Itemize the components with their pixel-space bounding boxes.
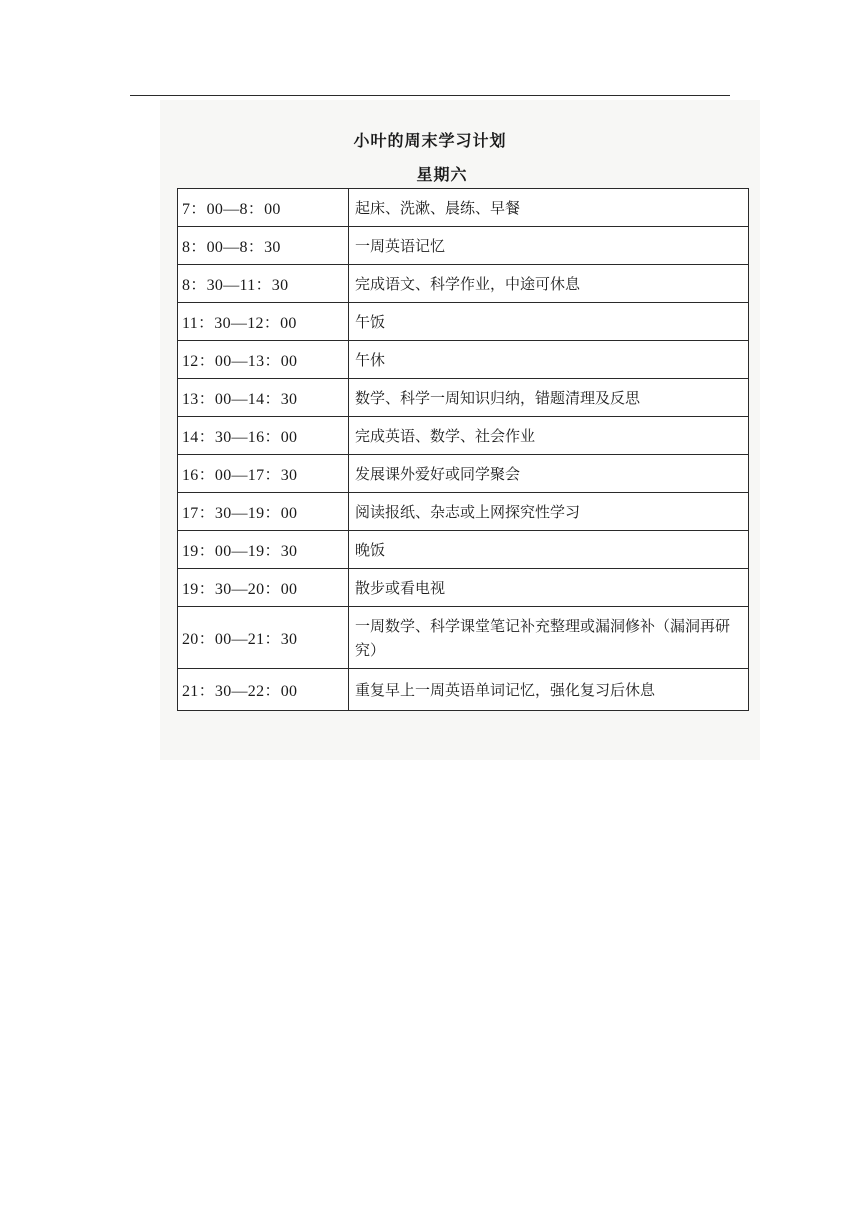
time-cell: 17：30—19：00 [178,493,349,531]
activity-cell: 散步或看电视 [349,569,749,607]
activity-cell: 晚饭 [349,531,749,569]
time-cell: 16：00—17：30 [178,455,349,493]
time-cell: 13：00—14：30 [178,379,349,417]
activity-cell: 重复早上一周英语单词记忆，强化复习后休息 [349,669,749,711]
table-row [178,227,749,265]
activity-cell: 数学、科学一周知识归纳，错题清理及反思 [349,379,749,417]
time-cell: 19：00—19：30 [178,531,349,569]
table-row [178,493,749,531]
table-row [178,669,749,711]
activity-cell: 起床、洗漱、晨练、早餐 [349,189,749,227]
table-row [178,455,749,493]
table-row [178,569,749,607]
table-row [178,341,749,379]
time-cell: 7：00—8：00 [178,189,349,227]
table-row [178,303,749,341]
activity-cell: 完成语文、科学作业，中途可休息 [349,265,749,303]
time-cell: 21：30—22：00 [178,669,349,711]
table-row [178,379,749,417]
time-cell: 11：30—12：00 [178,303,349,341]
activity-cell: 一周数学、科学课堂笔记补充整理或漏洞修补（漏洞再研究） [349,607,749,669]
table-row [178,531,749,569]
activity-cell: 一周英语记忆 [349,227,749,265]
table-row [178,417,749,455]
schedule-table [177,188,749,711]
document-subtitle: 星期六 [416,165,468,184]
activity-cell: 午饭 [349,303,749,341]
activity-cell: 午休 [349,341,749,379]
document-title: 小叶的周末学习计划 [353,131,507,150]
time-cell: 20：00—21：30 [178,607,349,669]
activity-cell: 阅读报纸、杂志或上网探究性学习 [349,493,749,531]
activity-cell: 完成英语、数学、社会作业 [349,417,749,455]
time-cell: 19：30—20：00 [178,569,349,607]
time-cell: 14：30—16：00 [178,417,349,455]
activity-cell: 发展课外爱好或同学聚会 [349,455,749,493]
table-row [178,265,749,303]
time-cell: 8：30—11：30 [178,265,349,303]
time-cell: 12：00—13：00 [178,341,349,379]
table-row [178,607,749,669]
table-row [178,189,749,227]
top-rule [130,95,730,96]
time-cell: 8：00—8：30 [178,227,349,265]
